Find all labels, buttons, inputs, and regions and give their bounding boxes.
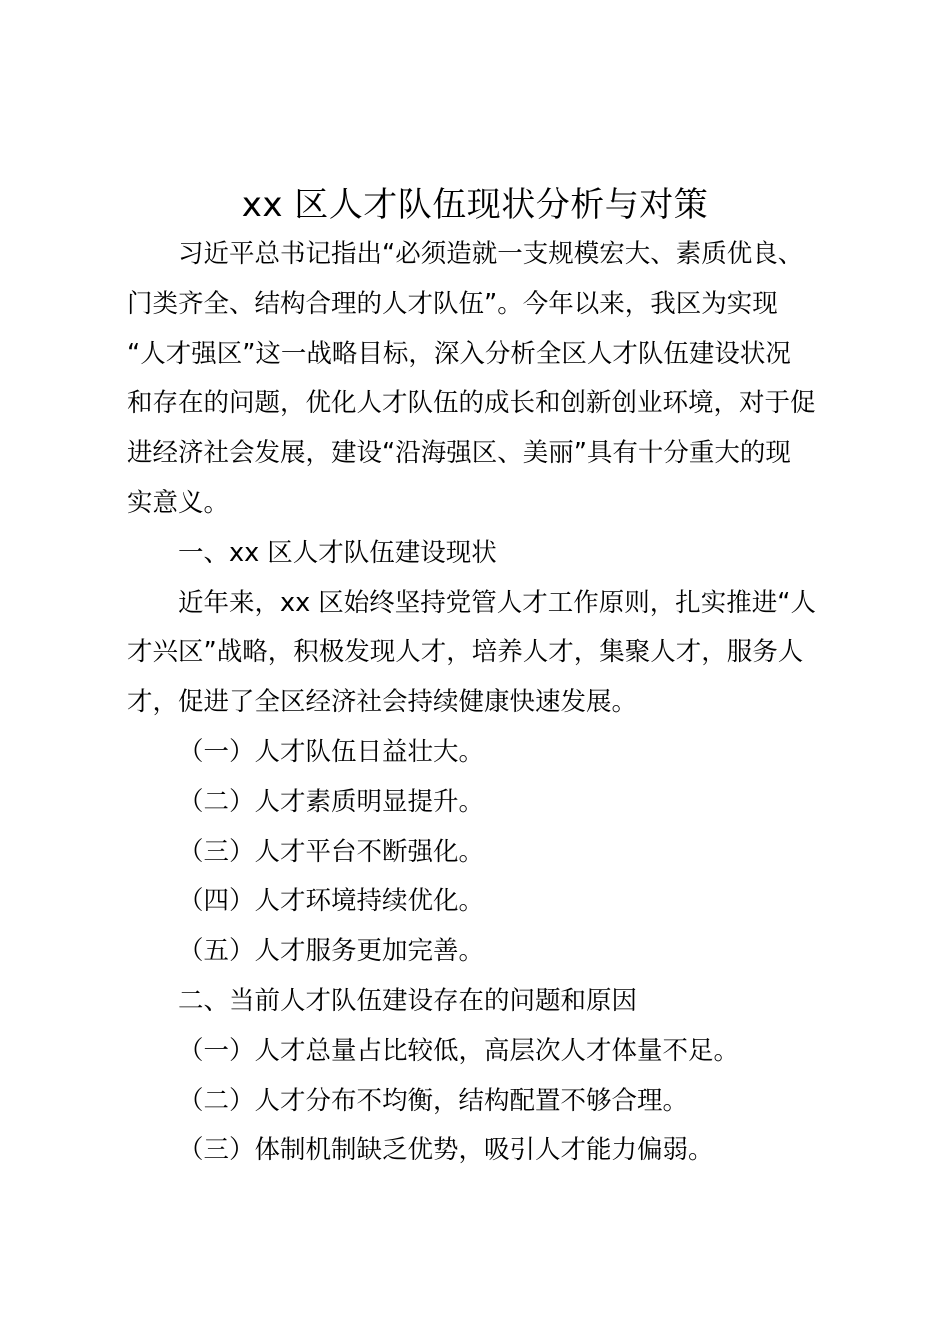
intro-line: “人才强区”这一战略目标，深入分析全区人才队伍建设状况 (127, 338, 791, 369)
document-title: xx 区人才队伍现状分析与对策 (241, 185, 709, 225)
section1-item: （一）人才队伍日益壮大。 (178, 736, 485, 767)
document-body (127, 230, 833, 1176)
intro-line: 门类齐全、结构合理的人才队伍”。今年以来，我区为实现 (127, 288, 778, 319)
intro-line: 习近平总书记指出“必须造就一支规模宏大、素质优良、 (178, 239, 804, 269)
intro-paragraph (127, 230, 833, 529)
section2-heading: 二、当前人才队伍建设存在的问题和原因 (178, 985, 638, 1016)
section1-line: 才，促进了全区经济社会持续健康快速发展。 (127, 687, 638, 718)
section1-line: 才兴区”战略，积极发现人才，培养人才，集聚人才，服务人 (127, 637, 804, 668)
section1-item: （五）人才服务更加完善。 (178, 936, 485, 967)
section1-heading: 一、xx 区人才队伍建设现状 (178, 537, 497, 568)
intro-line: 和存在的问题，优化人才队伍的成长和创新创业环境，对于促 (127, 388, 816, 419)
section2-item: （二）人才分布不均衡，结构配置不够合理。 (178, 1085, 689, 1116)
section1-item: （三）人才平台不断强化。 (178, 836, 485, 867)
intro-line: 实意义。 (127, 487, 230, 518)
section1-paragraph (127, 579, 833, 728)
intro-line: 进经济社会发展，建设“沿海强区、美丽”具有十分重大的现 (127, 438, 791, 469)
section1-item: （二）人才素质明显提升。 (178, 786, 485, 817)
section1-line: 近年来，xx 区始终坚持党管人才工作原则，扎实推进“人 (178, 587, 816, 618)
section2-item: （一）人才总量占比较低，高层次人才体量不足。 (178, 1035, 740, 1066)
section1-item: （四）人才环境持续优化。 (178, 886, 485, 917)
section2-item: （三）体制机制缺乏优势，吸引人才能力偏弱。 (178, 1135, 714, 1166)
